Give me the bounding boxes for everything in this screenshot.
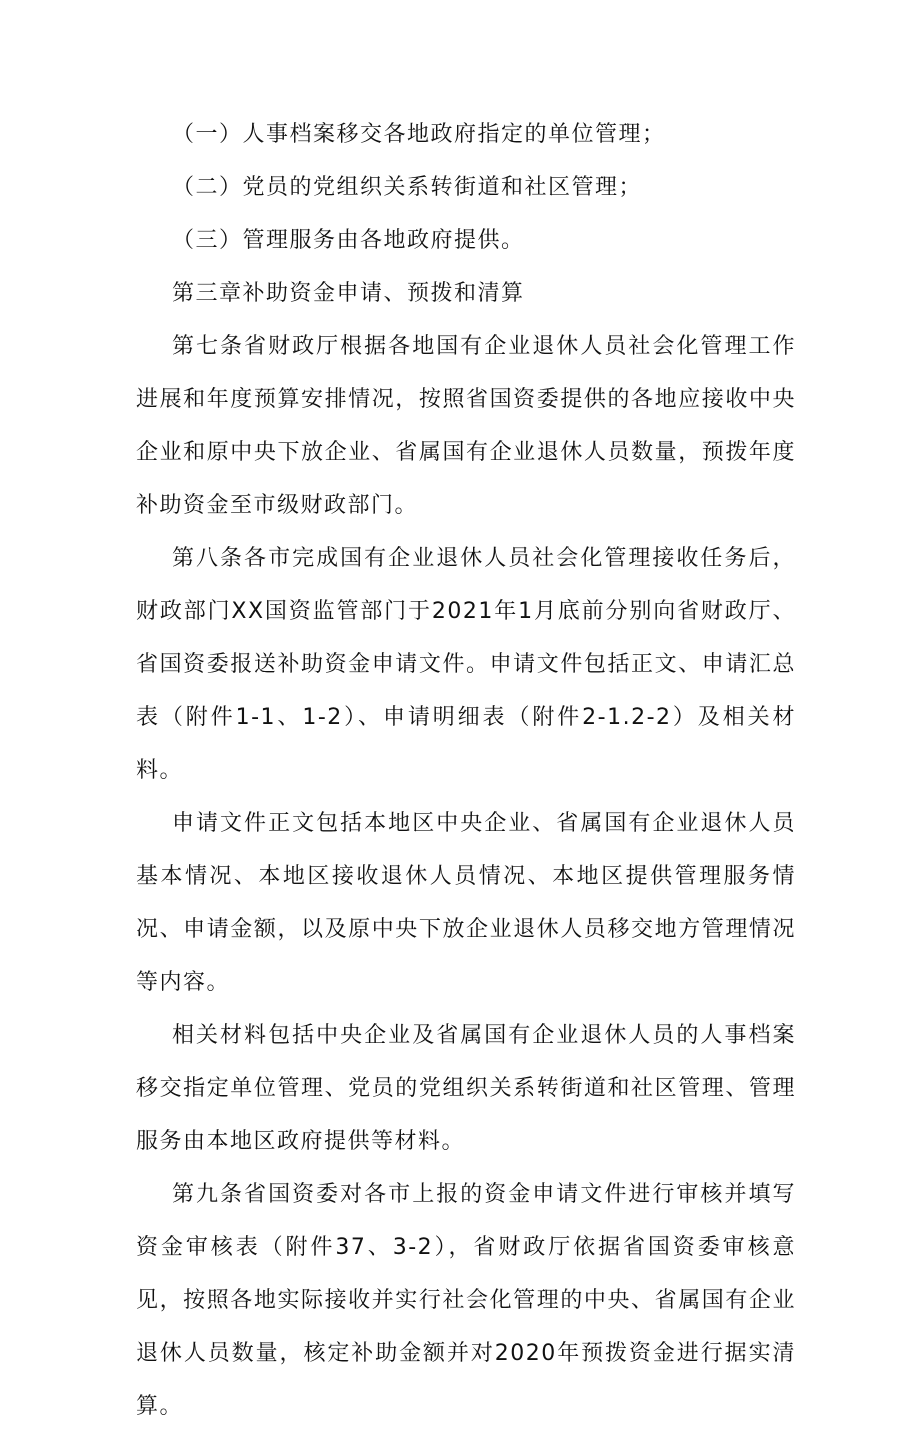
list-item-2: （二）党员的党组织关系转街道和社区管理；	[172, 175, 643, 200]
chapter-heading: 第三章补助资金申请、预拨和清算	[172, 281, 525, 306]
related-materials-paragraph: 相关材料包括中央企业及省属国有企业退休人员的人事档案移交指定单位管理、党员的党组织关系转街道和社区管理、管理服务由本地区政府提供等材料。	[136, 1023, 796, 1154]
document-body	[136, 108, 796, 1433]
article-9-paragraph: 第九条省国资委对各市上报的资金申请文件进行审核并填写资金审核表（附件37、3-2），省财政厅依据省国资委审核意见，按照各地实际接收并实行社会化管理的中央、省属国有企业退休人员数量，核定补助金额并对2020年预拨资金进行据实清算。	[136, 1182, 796, 1419]
application-body-paragraph: 申请文件正文包括本地区中央企业、省属国有企业退休人员基本情况、本地区接收退休人员情况、本地区提供管理服务情况、申请金额，以及原中央下放企业退休人员移交地方管理情况等内容。	[136, 811, 796, 995]
article-8-paragraph: 第八条各市完成国有企业退休人员社会化管理接收任务后，财政部门XX国资监管部门于2021年1月底前分别向省财政厅、省国资委报送补助资金申请文件。申请文件包括正文、申请汇总表（附件1-1、1-2）、申请明细表（附件2-1.2-2）及相关材料。	[136, 546, 796, 783]
article-7-paragraph: 第七条省财政厅根据各地国有企业退休人员社会化管理工作进展和年度预算安排情况，按照省国资委提供的各地应接收中央企业和原中央下放企业、省属国有企业退休人员数量，预拨年度补助资金至市级财政部门。	[136, 334, 796, 518]
list-item-1: （一）人事档案移交各地政府指定的单位管理；	[172, 122, 666, 147]
list-item-3: （三）管理服务由各地政府提供。	[172, 228, 525, 253]
